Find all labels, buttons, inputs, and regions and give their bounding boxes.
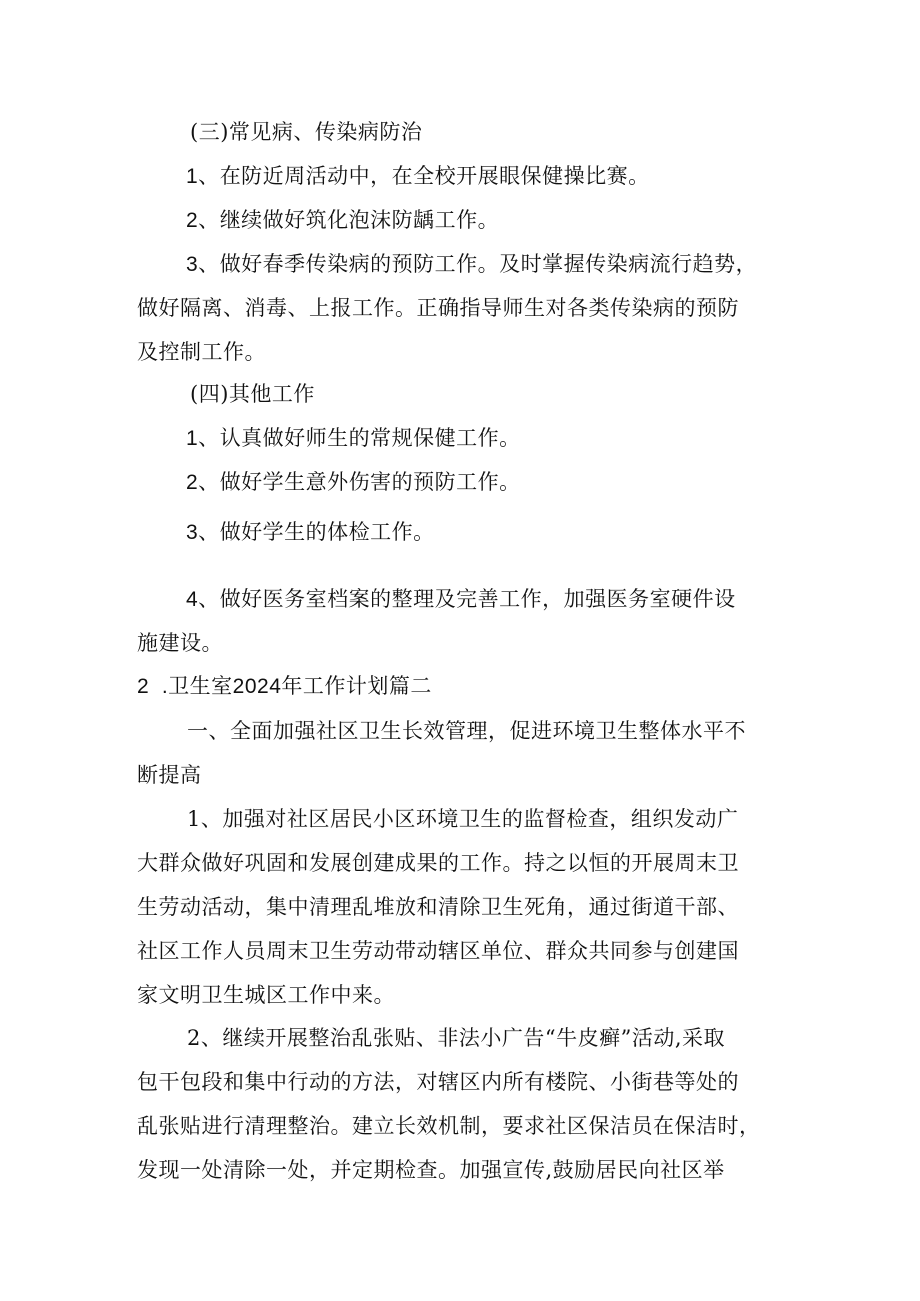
text-line: 及控制工作。 (137, 340, 266, 364)
item-number: 3、 (186, 253, 220, 276)
item-number: 2、 (186, 209, 220, 232)
section-heading-3: (三)常见病、传染病防治 (190, 120, 423, 144)
item-text: 做好医务室档案的整理及完善工作，加强医务室硬件设 (219, 587, 736, 611)
list-item (186, 425, 521, 452)
item-text: 做好学生的体检工作。 (219, 520, 435, 544)
text-line: 施建设。 (137, 631, 223, 655)
article-heading-line: 断提高 (137, 763, 202, 787)
paragraph-line: 家文明卫生城区工作中来。 (137, 983, 395, 1007)
paragraph-line: 乱张贴进行清理整治。建立长效机制，要求社区保洁员在保洁时， (137, 1114, 761, 1138)
item-number: 1、 (186, 165, 220, 188)
list-item (186, 586, 736, 613)
paragraph-line: 发现一处清除一处，并定期检查。加强宣传,鼓励居民向社区举 (137, 1158, 725, 1182)
list-item (186, 519, 435, 546)
paragraph-line: 2、继续开展整治乱张贴、非法小广告“牛皮癣”活动,采取 (187, 1026, 726, 1050)
item-number: 2、 (186, 471, 220, 494)
list-item (186, 207, 499, 234)
article-title: 2 .卫生室2024年工作计划篇二 (137, 675, 432, 698)
text-line: 做好隔离、消毒、上报工作。正确指导师生对各类传染病的预防 (137, 296, 739, 320)
list-item (186, 469, 521, 496)
item-number: 4、 (186, 588, 220, 611)
item-number: 3、 (186, 521, 220, 544)
list-item (186, 251, 757, 278)
paragraph-line: 1、加强对社区居民小区环境卫生的监督检查，组织发动广 (187, 807, 739, 831)
paragraph-line: 大群众做好巩固和发展创建成果的工作。持之以恒的开展周末卫 (137, 851, 739, 875)
item-number: 1、 (186, 427, 220, 450)
item-text: 做好春季传染病的预防工作。及时掌握传染病流行趋势， (219, 252, 758, 276)
paragraph-line: 包干包段和集中行动的方法，对辖区内所有楼院、小街巷等处的 (137, 1070, 739, 1094)
section-heading-4: (四)其他工作 (190, 382, 315, 406)
paragraph-line: 社区工作人员周末卫生劳动带动辖区单位、群众共同参与创建国 (137, 939, 739, 963)
paragraph-line: 生劳动活动，集中清理乱堆放和清除卫生死角，通过街道干部、 (137, 895, 739, 919)
item-text: 做好学生意外伤害的预防工作。 (219, 470, 521, 494)
item-text: 在防近周活动中，在全校开展眼保健操比赛。 (219, 164, 650, 188)
item-text: 认真做好师生的常规保健工作。 (219, 426, 521, 450)
item-text: 继续做好筑化泡沫防龋工作。 (219, 208, 500, 232)
list-item (186, 163, 650, 190)
article-heading-line: 一、全面加强社区卫生长效管理，促进环境卫生整体水平不 (187, 719, 746, 743)
